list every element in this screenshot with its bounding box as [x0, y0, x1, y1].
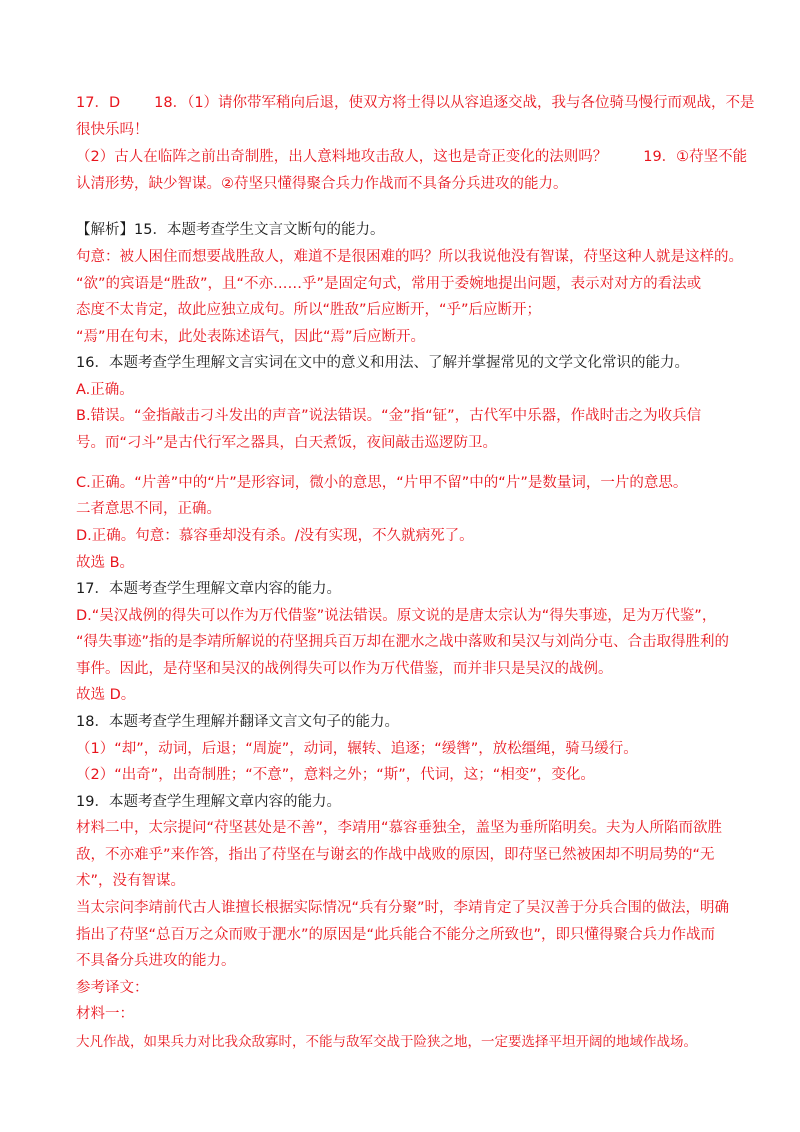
- material-1-line: 大凡作战，如果兵力对比我众敌寡时，不能与敌军交战于险狭之地，一定要选择平坦开阔的地域作战场。: [76, 1034, 697, 1050]
- answer-line-18-2: [76, 148, 748, 166]
- answer-18-2: （2）古人在临阵之前出奇制胜，出人意料地攻击敌人，这也是奇正变化的法则吗？: [76, 149, 608, 165]
- analysis-q16-option-d: D.正确。句意：慕容垂却没有杀。/没有实现，不久就病死了。: [76, 528, 474, 544]
- analysis-q15-line: 态度不太肯定，故此应独立成句。所以“胜敌”后应断开，“乎”后应断开；: [76, 302, 542, 318]
- analysis-q17-line: “得失事迹”指的是李靖所解说的苻坚拥兵百万却在淝水之战中落败和吴汉与刘尚分屯、合击取得胜利的: [76, 634, 730, 650]
- material-1-heading: 材料一：: [76, 1006, 134, 1022]
- analysis-q17-heading: 17．本题考查学生理解文章内容的能力。: [76, 581, 341, 597]
- analysis-q16-option-a: A.正确。: [76, 382, 134, 398]
- analysis-q18-heading: 18．本题考查学生理解并翻译文言文句子的能力。: [76, 714, 399, 730]
- analysis-q19-line: 材料二中，太宗提问“苻坚甚处是不善”，李靖用“慕容垂独全，盖坚为垂所陷明矣。夫为人所陷而欲胜: [76, 820, 723, 836]
- analysis-q15-line: “欲”的宾语是“胜敌”，且“不亦……乎”是固定句式，常用于委婉地提出问题，表示对对方的看法或: [76, 276, 702, 292]
- answer-18-1-continued: 很快乐吗！: [76, 122, 149, 138]
- analysis-q19-line: 不具备分兵进攻的能力。: [76, 953, 236, 969]
- answer-18-1: 18．（1）请你带军稍向后退，使双方将士得以从容追逐交战，我与各位骑马慢行而观战，不是: [154, 95, 755, 111]
- analysis-q19-line: 当太宗问李靖前代古人谁擅长根据实际情况“兵有分聚”时，李靖肯定了吴汉善于分兵合围的做法，明确: [76, 900, 730, 916]
- reference-translation-heading: 参考译文：: [76, 980, 149, 996]
- analysis-q15-line: 句意：被人困住而想要战胜敌人，难道不是很困难的吗？所以我说他没有智谋，苻坚这种人就是这样的。: [76, 249, 743, 265]
- answer-line-17-18: [76, 94, 755, 112]
- analysis-q15-line: “焉”用在句末，此处表陈述语气，因此“焉”后应断开。: [76, 329, 426, 345]
- analysis-q16-option-b: B.错误。“金指敲击刁斗发出的声音”说法错误。“金”指“钲”，古代军中乐器，作战时击之为收兵信: [76, 408, 702, 424]
- analysis-q18-part-1: （1）“却”，动词，后退；“周旋”，动词，辗转、追逐；“缓辔”，放松缰绳，骑马缓行。: [76, 741, 638, 757]
- analysis-q16-heading: 16．本题考查学生理解文言实词在文中的意义和用法、了解并掌握常见的文学文化常识的能力。: [76, 355, 689, 371]
- analysis-q16-answer: 故选 B。: [76, 555, 135, 571]
- analysis-q19-line: 指出了苻坚“总百万之众而败于淝水”的原因是“此兵能合不能分之所致也”，即只懂得聚合兵力作战而: [76, 927, 716, 943]
- analysis-q16-option-c: C.正确。“片善”中的“片”是形容词，微小的意思，“片甲不留”中的“片”是数量词，一片的意思。: [76, 475, 688, 491]
- analysis-q17-line: D.“吴汉战例的得失可以作为万代借鉴”说法错误。原文说的是唐太宗认为“得失事迹，足为万代鉴”，: [76, 608, 717, 624]
- analysis-q18-part-2: （2）“出奇”，出奇制胜；“不意”，意料之外；“斯”，代词，这；“相变”，变化。: [76, 767, 595, 783]
- analysis-q17-line: 事件。因此，是苻坚和吴汉的战例得失可以作为万代借鉴，而并非只是吴汉的战例。: [76, 661, 613, 677]
- analysis-q15-heading: 【解析】15．本题考查学生文言文断句的能力。: [76, 222, 385, 238]
- answer-17: 17．D: [76, 95, 121, 111]
- analysis-q19-line: 术”，没有智谋。: [76, 873, 186, 889]
- analysis-q16-option-b-continued: 号。而“刁斗”是古代行军之器具，白天煮饭，夜间敲击巡逻防卫。: [76, 435, 498, 451]
- analysis-q19-line: 敌，不亦难乎”来作答，指出了苻坚在与谢玄的作战中战败的原因，即苻坚已然被困却不明局势的“无: [76, 847, 715, 863]
- analysis-q17-answer: 故选 D。: [76, 687, 136, 703]
- analysis-q19-heading: 19．本题考查学生理解文章内容的能力。: [76, 794, 341, 810]
- answer-19-continued: 认清形势，缺少智谋。②苻坚只懂得聚合兵力作战而不具备分兵进攻的能力。: [76, 176, 568, 192]
- answer-19: 19．①苻坚不能: [643, 149, 748, 165]
- analysis-q16-option-c-continued: 二者意思不同，正确。: [76, 501, 221, 517]
